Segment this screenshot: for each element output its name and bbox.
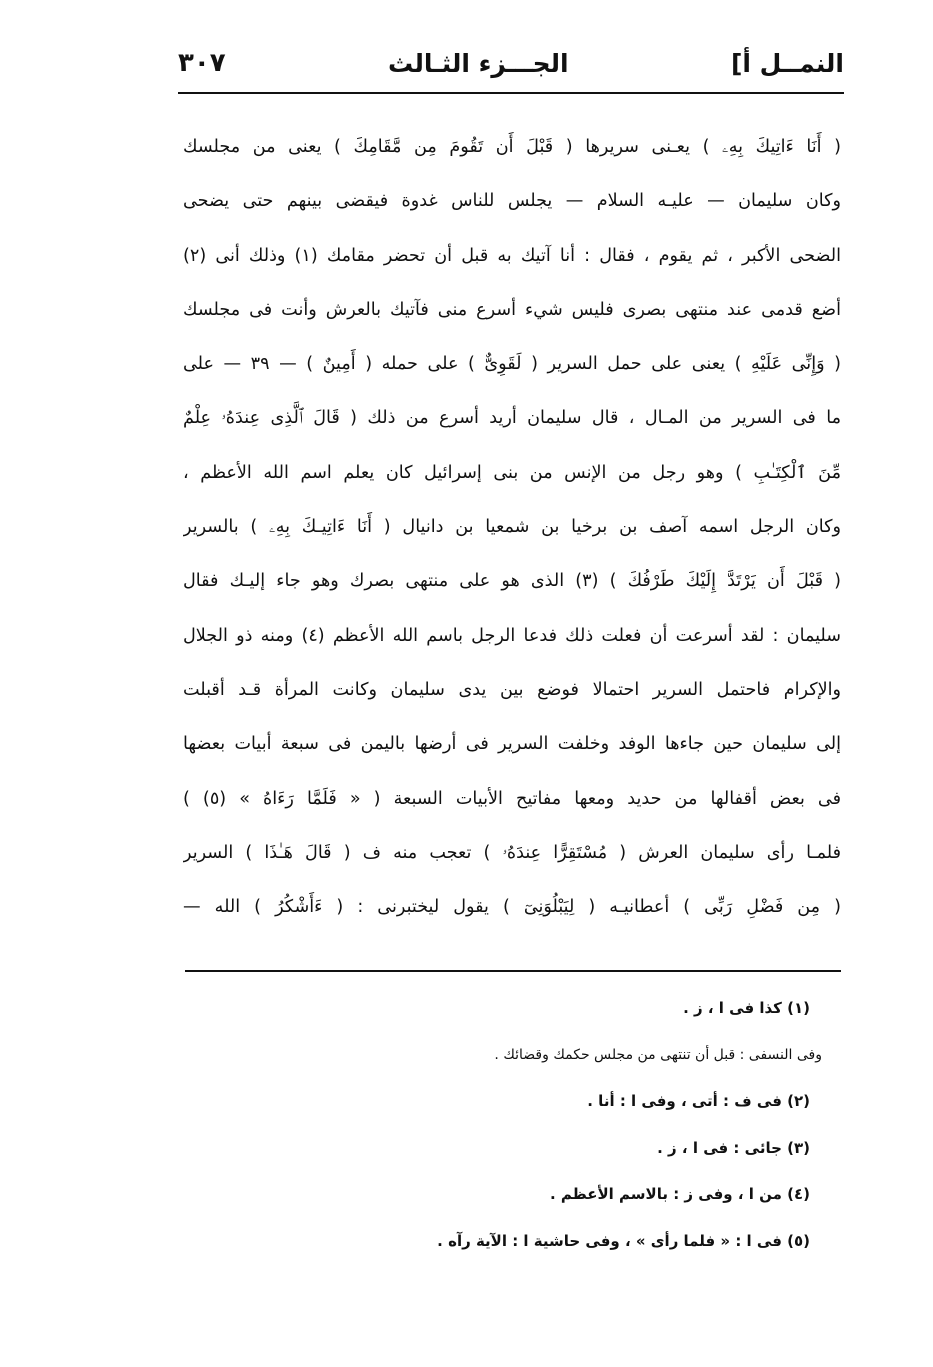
header-rule	[178, 92, 844, 94]
text-line: أضع قدمى عند منتهى بصرى فليس شيء أسرع منى فآتيك بالعرش وأنت فى مجلسك	[183, 299, 841, 320]
text-line: وكان الرجل اسمه آصف بن برخيا بن شمعيا بن دانيال ( أَنَا ءَاتِيـكَ بِهِۦ ) بالسرير	[183, 517, 841, 538]
header-surah-label: النمــل أ]	[730, 48, 844, 78]
header-volume-title: الجـــزء الثـالث	[388, 48, 569, 78]
footnote-rule	[185, 970, 841, 972]
footnote: (٣) جائى : فى ا ، ز .	[657, 1138, 810, 1157]
footnote-continuation: وفى النسفى : قبل أن تنتهى من مجلس حكمك وقضائك .	[494, 1046, 822, 1063]
text-line: ( قَبْلَ أَن يَرْتَدَّ إِلَيْكَ طَرْفُكَ ) (٣) الذى هو على منتهى بصرك وهو جاء إليـك فقال	[183, 571, 841, 592]
text-line: فى بعض أقفالها من حديد ومعها مفاتيح الأبيات السبعة ( « فَلَمَّا رَءَاهُ » (٥) )	[183, 788, 841, 809]
text-line: ما فى السرير من المـال ، قال سليمان أريد أسرع من ذلك ( قَالَ ٱلَّذِى عِندَهُۥ عِلْمٌ	[183, 408, 841, 429]
text-line: سليمان : لقد أسرعت أن فعلت ذلك فدعا الرجل باسم الله الأعظم (٤) ومنه ذو الجلال	[183, 625, 841, 646]
footnote: (٤) من ا ، وفى ز : بالاسم الأعظم .	[549, 1185, 810, 1203]
text-line: الضحى الأكبر ، ثم يقوم ، فقال : أنا آتيك به قبل أن تحضر مقامك (١) وذلك أنى (٢)	[183, 245, 841, 266]
text-line: فلمـا رأى سليمان العرش ( مُسْتَقِرًّا عِندَهُۥ ) تعجب منه ف ( قَالَ هَـٰذَا ) السرير	[183, 842, 841, 863]
text-line: ( أَنَا ءَاتِيكَ بِهِۦ ) يعـنى سريرها ( قَبْلَ أَن تَقُومَ مِن مَّقَامِكَ ) يعنى من مجلسك	[183, 137, 841, 157]
text-line: ( وَإِنِّى عَلَيْهِ ) يعنى على حمل السرير ( لَقَوِىٌّ ) على حمله ( أَمِينٌ ) — ٣٩ — على	[183, 354, 841, 375]
text-line: مِّنَ ٱلْكِتَـٰبِ ) وهو رجل من الإنس من بنى إسرائيل كان يعلم اسم الله الأعظم ،	[183, 462, 841, 483]
text-line: والإكرام فاحتمل السرير احتمالا فوضع بين يدى سليمان وكانت المرأة قـد أقبلت	[183, 679, 841, 700]
text-line: إلى سليمان حين جاءها الوفد وخلفت السرير فى أرضها باليمن فى سبعة أبيات بعضها	[183, 734, 841, 755]
footnote: (١) كذا فى ا ، ز .	[683, 999, 810, 1017]
page-number: ٣٠٧	[178, 48, 226, 78]
footnote: (٢) فى ف : أتى ، وفى ا : أنا .	[587, 1092, 810, 1110]
footnotes	[320, 985, 822, 1264]
main-text	[183, 120, 841, 934]
text-line: ( مِن فَضْلِ رَبِّى ) أعطانيـه ( لِيَبْلُوَنِىٓ ) يقول ليختبرنى : ( ءَأَشْكُرُ ) الله —	[183, 897, 841, 918]
footnote: (٥) فى ا : « فلما رأى » ، وفى حاشية ا : الآية رآه .	[437, 1231, 810, 1250]
page-header	[178, 38, 844, 88]
text-line: وكان سليمان — عليـه السلام — يجلس للناس غدوة فيقضى بينهم حتى يضحى	[183, 191, 841, 212]
